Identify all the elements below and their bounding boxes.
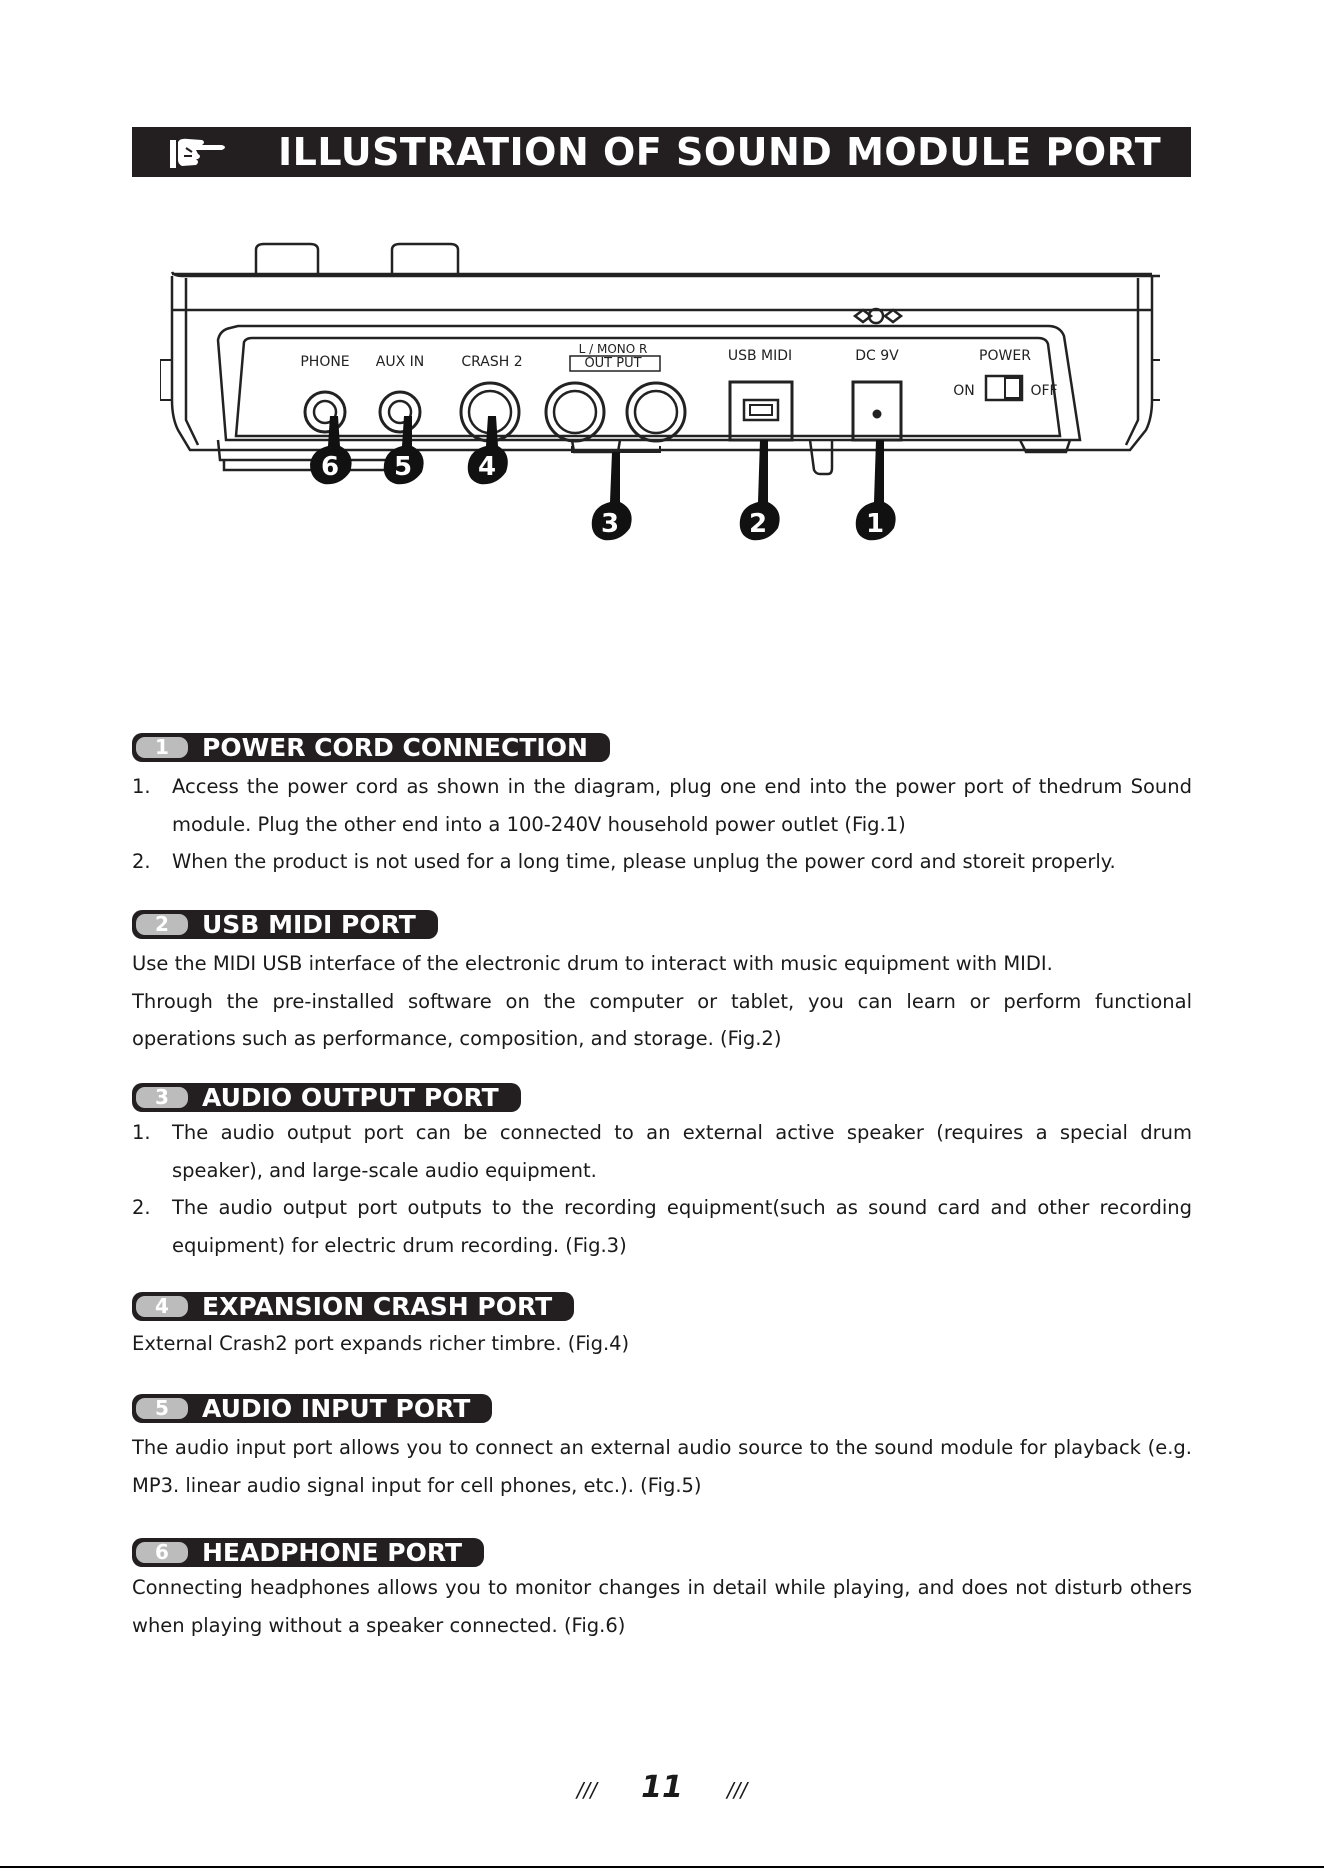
list-item: 2. When the product is not used for a long time, please unplug the power cord and storeit properly. — [132, 850, 1116, 873]
section-heading — [132, 910, 438, 939]
output-left-jack — [546, 383, 604, 441]
section-audio-output — [132, 1083, 1192, 1264]
section-number: 6 — [136, 1542, 188, 1563]
section-title: AUDIO INPUT PORT — [202, 1394, 471, 1423]
section-number: 1 — [136, 737, 188, 758]
aux-in-jack — [380, 392, 420, 432]
list-item: 1. The audio output port can be connected to an external active speaker (requires a special drum speaker), and large-scale audio equipment. — [132, 1121, 1192, 1182]
section-headphone — [132, 1538, 1192, 1644]
section-heading — [132, 1538, 484, 1567]
svg-text:4: 4 — [477, 452, 497, 482]
callout-2 — [740, 440, 780, 540]
sound-module-rear-diagram — [160, 240, 1160, 600]
section-title: HEADPHONE PORT — [202, 1538, 463, 1567]
paragraph: The audio input port allows you to connect an external audio source to the sound module for playback (e.g. MP3. linear audio signal input for cell phones, etc.). (Fig.5) — [132, 1436, 1192, 1497]
usb-midi-label: USB MIDI — [727, 348, 793, 364]
usb-midi-port — [730, 382, 792, 440]
section-heading — [132, 733, 610, 762]
dc9v-port — [853, 382, 901, 440]
section-power-cord — [132, 733, 1192, 881]
footer-marks-right: /// — [726, 1778, 748, 1802]
page-footer — [0, 1770, 1324, 1805]
section-title: USB MIDI PORT — [202, 910, 416, 939]
dc9v-label: DC 9V — [855, 348, 899, 364]
section-number: 4 — [136, 1296, 188, 1317]
svg-text:5: 5 — [393, 452, 413, 482]
power-switch — [986, 376, 1022, 400]
phone-jack — [305, 392, 345, 432]
footer-marks-left: /// — [576, 1778, 598, 1802]
svg-text:2: 2 — [748, 509, 768, 539]
svg-text:6: 6 — [320, 452, 340, 482]
section-audio-input — [132, 1394, 1192, 1504]
section-title: AUDIO OUTPUT PORT — [202, 1083, 499, 1112]
section-heading — [132, 1292, 574, 1321]
list-item: 2. The audio output port outputs to the recording equipment(such as sound card and other recording equipment) for electric drum recording. (Fig.3) — [132, 1196, 1192, 1257]
section-banner — [132, 127, 1191, 177]
section-number: 3 — [136, 1087, 188, 1108]
section-heading — [132, 1083, 521, 1112]
pointing-hand-icon — [162, 132, 242, 172]
off-label: OFF — [1030, 383, 1058, 399]
section-usb-midi — [132, 910, 1192, 1058]
page-number: 11 — [641, 1770, 683, 1805]
output-right-jack — [627, 383, 685, 441]
section-title: POWER CORD CONNECTION — [202, 733, 588, 762]
output-label: OUT PUT — [584, 356, 642, 371]
crash2-label: CRASH 2 — [461, 354, 523, 370]
power-label: POWER — [979, 348, 1031, 364]
svg-text:3: 3 — [600, 509, 620, 539]
callout-1 — [856, 440, 896, 540]
list-item: 1. Access the power cord as shown in the diagram, plug one end into the power port of thedrum Sound module. Plug the other end into a 100-240V household power outlet (Fig.1) — [132, 775, 1192, 836]
banner-title: ILLUSTRATION OF SOUND MODULE PORT — [278, 130, 1162, 174]
section-expansion-crash — [132, 1292, 1192, 1363]
section-title: EXPANSION CRASH PORT — [202, 1292, 553, 1321]
paragraph: Through the pre-installed software on the computer or tablet, you can learn or perform functional operations such as performance, composition, and storage. (Fig.2) — [132, 989, 1192, 1050]
callout-3 — [592, 452, 632, 540]
section-heading — [132, 1394, 492, 1423]
section-number: 2 — [136, 914, 188, 935]
phone-label: PHONE — [300, 354, 350, 370]
page-bottom-rule — [0, 1866, 1324, 1868]
section-number: 5 — [136, 1398, 188, 1419]
l-mono-r-label: L / MONO R — [578, 342, 648, 356]
on-label: ON — [953, 383, 975, 399]
paragraph: Connecting headphones allows you to monitor changes in detail while playing, and does not disturb others when playing without a speaker connected. (Fig.6) — [132, 1576, 1192, 1637]
svg-text:1: 1 — [865, 509, 885, 539]
aux-in-label: AUX IN — [375, 354, 425, 370]
paragraph: External Crash2 port expands richer timbre. (Fig.4) — [132, 1332, 630, 1355]
paragraph: Use the MIDI USB interface of the electronic drum to interact with music equipment with MIDI. — [132, 952, 1053, 975]
